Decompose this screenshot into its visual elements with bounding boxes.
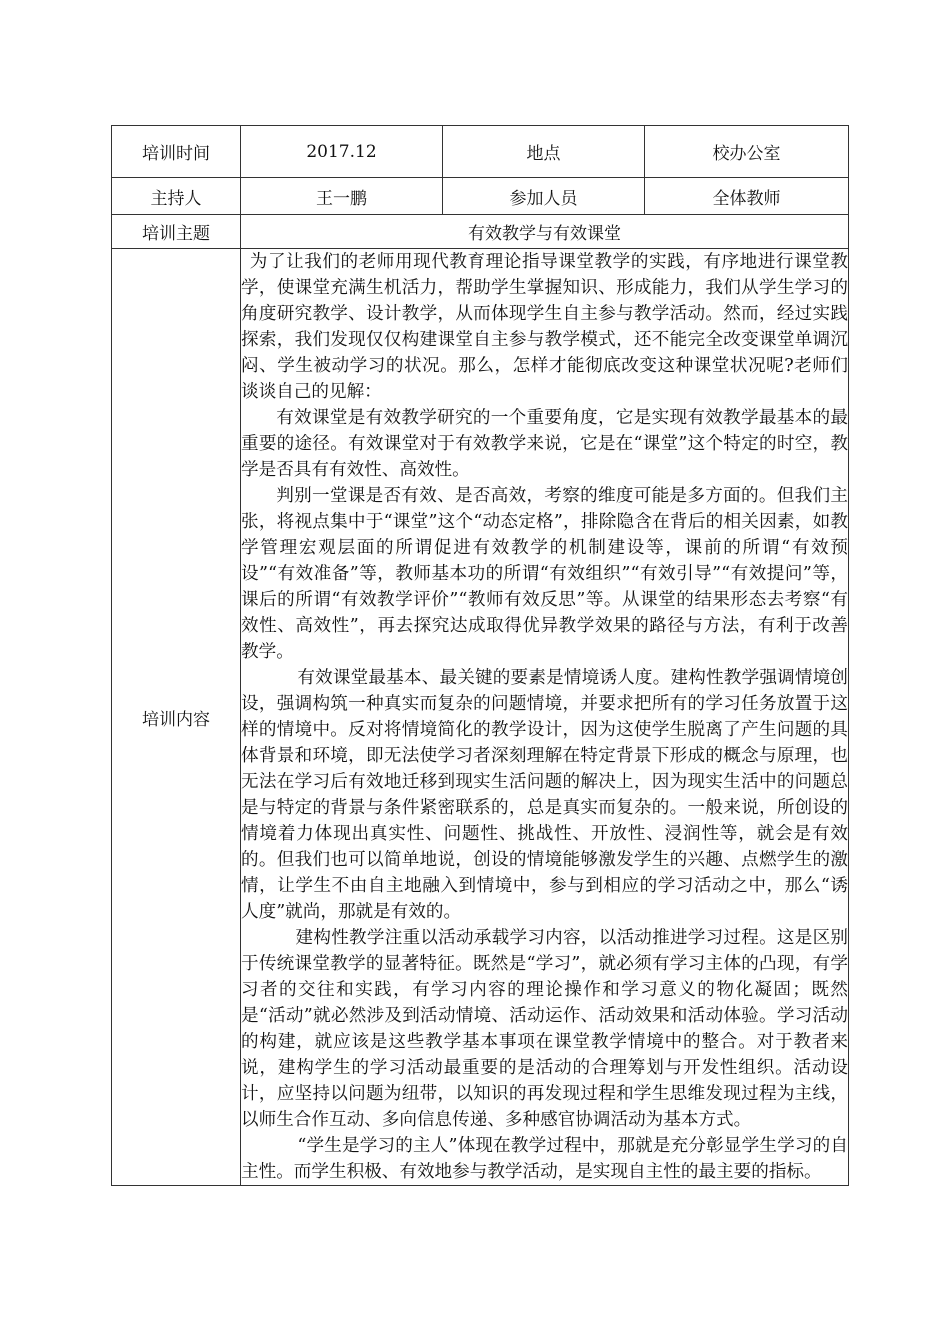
place-label: 地点: [443, 126, 645, 178]
content-paragraph: “学生是学习的主人”体现在教学过程中，那就是充分彰显学生学习的自主性。而学生积极、有效地参与教学活动，是实现自主性的最主要的指标。: [241, 1136, 848, 1182]
attendees-value: 全体教师: [645, 178, 849, 215]
training-time-value: 2017.12: [241, 126, 443, 178]
topic-label: 培训主题: [112, 215, 241, 249]
content-label: 培训内容: [112, 249, 241, 1186]
content-paragraph: 为了让我们的老师用现代教育理论指导课堂教学的实践，有序地进行课堂教学，使课堂充满生机活力，帮助学生掌握知识、形成能力，我们从学生学习的角度研究教学、设计教学，从而体现学生自主参与教学活动。然而，经过实践探索，我们发现仅仅构建课堂自主参与教学模式，还不能完全改变课堂单调沉闷、学生被动学习的状况。那么，怎样才能彻底改变这种课堂状况呢?老师们谈谈自己的见解：: [241, 252, 848, 402]
content-paragraph: 有效课堂是有效教学研究的一个重要角度，它是实现有效教学最基本的最重要的途径。有效课堂对于有效教学来说，它是在“课堂”这个特定的时空，教学是否具有有效性、高效性。: [241, 408, 848, 480]
topic-value: 有效教学与有效课堂: [241, 215, 849, 249]
table-row: [112, 215, 849, 249]
content-paragraph: 有效课堂最基本、最关键的要素是情境诱人度。建构性教学强调情境创设，强调构筑一种真实而复杂的问题情境，并要求把所有的学习任务放置于这样的情境中。反对将情境简化的教学设计，因为这使学生脱离了产生问题的具体背景和环境，即无法使学习者深刻理解在特定背景下形成的概念与原理，也无法在学习后有效地迁移到现实生活问题的解决上，因为现实生活中的问题总是与特定的背景与条件紧密联系的，总是真实而复杂的。一般来说，所创设的情境着力体现出真实性、问题性、挑战性、开放性、浸润性等，就会是有效的。但我们也可以简单地说，创设的情境能够激发学生的兴趣、点燃学生的激情，让学生不由自主地融入到情境中，参与到相应的学习活动之中，那么“诱人度”就尚，那就是有效的。: [241, 668, 848, 922]
host-value: 王一鹏: [241, 178, 443, 215]
place-value: 校办公室: [645, 126, 849, 178]
training-record-table: [111, 125, 849, 1186]
attendees-label: 参加人员: [443, 178, 645, 215]
content-paragraph: 判别一堂课是否有效、是否高效，考察的维度可能是多方面的。但我们主张，将视点集中于“课堂”这个“动态定格”，排除隐含在背后的相关因素，如教学管理宏观层面的所谓促进有效教学的机制建设等，课前的所谓“有效预设”“有效准备”等，教师基本功的所谓“有效组织”“有效引导”“有效提问”等，课后的所谓“有效教学评价”“教师有效反思”等。从课堂的结果形态去考察“有效性、高效性”，再去探究达成取得优异教学效果的路径与方法，有利于改善教学。: [241, 486, 848, 662]
content-body: [241, 249, 849, 1186]
training-time-label: 培训时间: [112, 126, 241, 178]
content-paragraph: 建构性教学注重以活动承载学习内容，以活动推进学习过程。这是区别于传统课堂教学的显著特征。既然是“学习”，就必须有学习主体的凸现，有学习者的交往和实践，有学习内容的理论操作和学习意义的物化凝固；既然是“活动”就必然涉及到活动情境、活动运作、活动效果和活动体验。学习活动的构建，就应该是这些教学基本事项在课堂教学情境中的整合。对于教者来说，建构学生的学习活动最重要的是活动的合理筹划与开发性组织。活动设计，应坚持以问题为纽带，以知识的再发现过程和学生思维发现过程为主线，以师生合作互动、多向信息传递、多种感官协调活动为基本方式。: [241, 928, 848, 1130]
table-row: [112, 178, 849, 215]
host-label: 主持人: [112, 178, 241, 215]
table-row: [112, 126, 849, 178]
table-row: [112, 249, 849, 1186]
